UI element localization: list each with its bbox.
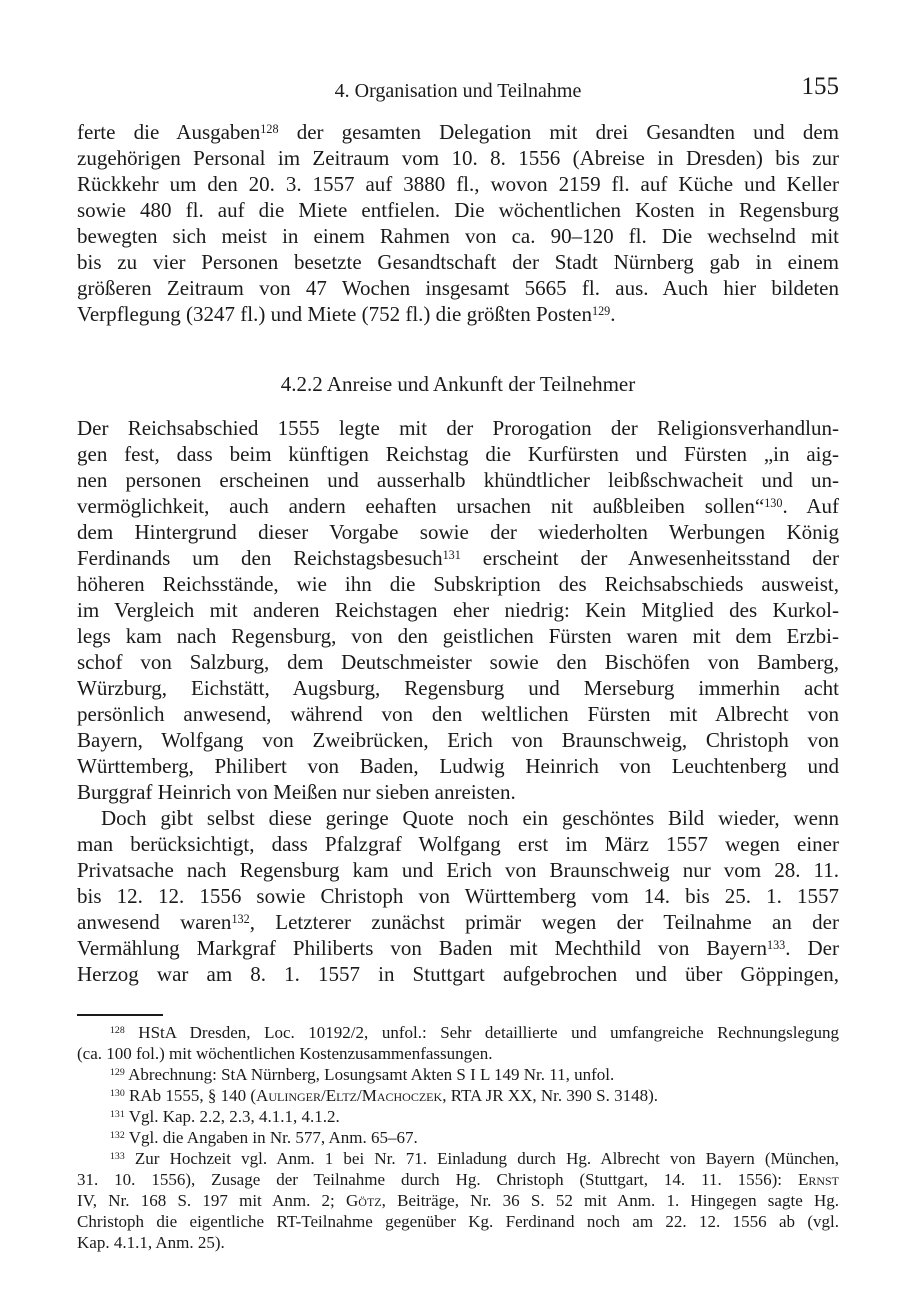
footnote-marker: 130: [764, 495, 783, 510]
footnote-marker: 133: [110, 1150, 125, 1162]
paragraph-continued: [77, 119, 839, 327]
text-line: $^{129}$ Abrechnung: StA Nürnberg, Losungsamt Akten S I L 149 Nr. 11, unfol.: [110, 1065, 615, 1084]
text-line: Bayern, Wolfgang von Zweibrücken, Erich von Braunschweig, Christoph von: [77, 728, 839, 752]
text-line: höheren Reichsstände, wie ihn die Subskription des Reichsabschieds ausweist,: [77, 572, 839, 596]
footnote-marker: 129: [591, 303, 611, 318]
text-line: schof von Salzburg, dem Deutschmeister sowie den Bischöfen von Bamberg,: [77, 650, 839, 674]
footnote-marker: 132: [110, 1129, 125, 1141]
text-line: Kap. 4.1.1, Anm. 25).: [77, 1233, 225, 1252]
page-header: [77, 73, 839, 106]
footnote-marker: 128: [110, 1024, 125, 1036]
text-line: Burggraf Heinrich von Meißen nur sieben anreisten.: [77, 780, 516, 804]
text-line: nen personen erscheinen und ausserhalb khündtlicher leibßschwacheit und un-: [77, 468, 839, 492]
text-line: $^{133}$ Zur Hochzeit vgl. Anm. 1 bei Nr. 71. Einladung durch Hg. Albrecht von Bayern (München,: [110, 1149, 839, 1168]
text-line: $^{128}$ HStA Dresden, Loc. 10192/2, unfol.: Sehr detaillierte und umfangreiche Rechnungslegung: [110, 1023, 839, 1042]
text-line: (ca. 100 fol.) mit wöchentlichen Kostenzusammenfassungen.: [77, 1044, 493, 1063]
running-title: 4. Organisation und Teilnahme: [334, 80, 582, 102]
footnote-separator: [77, 1014, 163, 1016]
section-heading: 4.2.2 Anreise und Ankunft der Teilnehmer: [280, 372, 636, 396]
text-line: man berücksichtigt, dass Pfalzgraf Wolfgang erst im März 1557 wegen einer: [77, 832, 839, 856]
text-line: ferte die Ausgaben$^{128}$ der gesamten Delegation mit drei Gesandten und dem: [77, 120, 839, 144]
text-line: im Vergleich mit anderen Reichstagen eher niedrig: Kein Mitglied des Kurkol-: [77, 598, 839, 622]
footnote-129: [77, 1064, 839, 1085]
text-line: bis 12. 12. 1556 sowie Christoph von Württemberg vom 14. bis 25. 1. 1557: [77, 884, 839, 908]
text-line: Der Reichsabschied 1555 legte mit der Prorogation der Religionsverhandlun-: [77, 416, 839, 440]
text-line: zugehörigen Personal im Zeitraum vom 10. 8. 1556 (Abreise in Dresden) bis zur: [77, 146, 839, 170]
paragraph: [77, 415, 839, 805]
footnote-130: [77, 1085, 839, 1106]
text-line: persönlich anwesend, während von den weltlichen Fürsten mit Albrecht von: [77, 702, 839, 726]
page-number: 155: [801, 73, 839, 100]
text-line: bewegten sich meist in einem Rahmen von ca. 90–120 fl. Die wechselnd mit: [77, 224, 839, 248]
text-line: Privatsache nach Regensburg kam und Erich von Braunschweig nur vom 28. 11.: [77, 858, 839, 882]
text-line: Vermählung Markgraf Philiberts von Baden mit Mechthild von Bayern$^{133}$. Der: [77, 936, 839, 960]
footnote-132: [77, 1127, 839, 1148]
footnote-marker: 133: [767, 937, 786, 952]
text-line: Rückkehr um den 20. 3. 1557 auf 3880 fl., wovon 2159 fl. auf Küche und Keller: [77, 172, 839, 196]
text-line: dem Hintergrund dieser Vorgabe sowie der wiederholten Werbungen König: [77, 520, 839, 544]
text-column: [77, 119, 839, 1253]
text-line: 31. 10. 1556), Zusage der Teilnahme durch Hg. Christoph (Stuttgart, 14. 11. 1556): Ernst: [77, 1170, 839, 1189]
text-line: vermöglichkeit, auch andern eehaften ursachen nit außbleiben sollen“$^{130}$. Auf: [77, 494, 839, 518]
footnote-marker: 131: [442, 547, 461, 562]
footnote-marker: 132: [231, 911, 250, 926]
text-line: Württemberg, Philibert von Baden, Ludwig Heinrich von Leuchtenberg und: [77, 754, 839, 778]
footnote-marker: 130: [110, 1087, 125, 1099]
text-line: $^{132}$ Vgl. die Angaben in Nr. 577, Anm. 65–67.: [110, 1128, 418, 1147]
text-line: $^{130}$ RAb 1555, § 140 (Aulinger/Eltz/Machoczek, RTA JR XX, Nr. 390 S. 3148).: [110, 1086, 658, 1105]
text-line: anwesend waren$^{132}$, Letzterer zunächst primär wegen der Teilnahme an der: [77, 910, 839, 934]
paragraph: [77, 805, 839, 987]
footnote-marker: 131: [110, 1108, 125, 1120]
text-line: Verpflegung (3247 fl.) und Miete (752 fl.) die größten Posten$^{129}$.: [77, 302, 616, 326]
footnote-marker: 128: [260, 121, 279, 136]
text-line: bis zu vier Personen besetzte Gesandtschaft der Stadt Nürnberg gab in einem: [77, 250, 839, 274]
text-line: gen fest, dass beim künftigen Reichstag die Kurfürsten und Fürsten „in aig-: [77, 442, 839, 466]
text-line: Christoph die eigentliche RT-Teilnahme gegenüber Kg. Ferdinand noch am 22. 12. 1556 ab (vgl.: [77, 1212, 839, 1231]
text-line: IV, Nr. 168 S. 197 mit Anm. 2; Götz, Beiträge, Nr. 36 S. 52 mit Anm. 1. Hingegen sagte Hg.: [77, 1191, 839, 1210]
text-line: Doch gibt selbst diese geringe Quote noch ein geschöntes Bild wieder, wenn: [101, 806, 839, 830]
text-line: größeren Zeitraum von 47 Wochen insgesamt 5665 fl. aus. Auch hier bildeten: [77, 276, 839, 300]
footnote-marker: 129: [110, 1066, 125, 1078]
text-line: Herzog war am 8. 1. 1557 in Stuttgart aufgebrochen und über Göppingen,: [77, 962, 839, 986]
text-line: legs kam nach Regensburg, von den geistlichen Fürsten waren mit dem Erzbi-: [77, 624, 839, 648]
footnote-128: [77, 1022, 839, 1064]
text-line: Ferdinands um den Reichstagsbesuch$^{131}$ erscheint der Anwesenheitsstand der: [77, 546, 839, 570]
text-line: sowie 480 fl. auf die Miete entfielen. Die wöchentlichen Kosten in Regensburg: [77, 198, 839, 222]
text-line: $^{131}$ Vgl. Kap. 2.2, 2.3, 4.1.1, 4.1.2.: [110, 1107, 340, 1126]
footnote-133: [77, 1148, 839, 1253]
text-line: Würzburg, Eichstätt, Augsburg, Regensburg und Merseburg immerhin acht: [77, 676, 839, 700]
footnote-131: [77, 1106, 839, 1127]
